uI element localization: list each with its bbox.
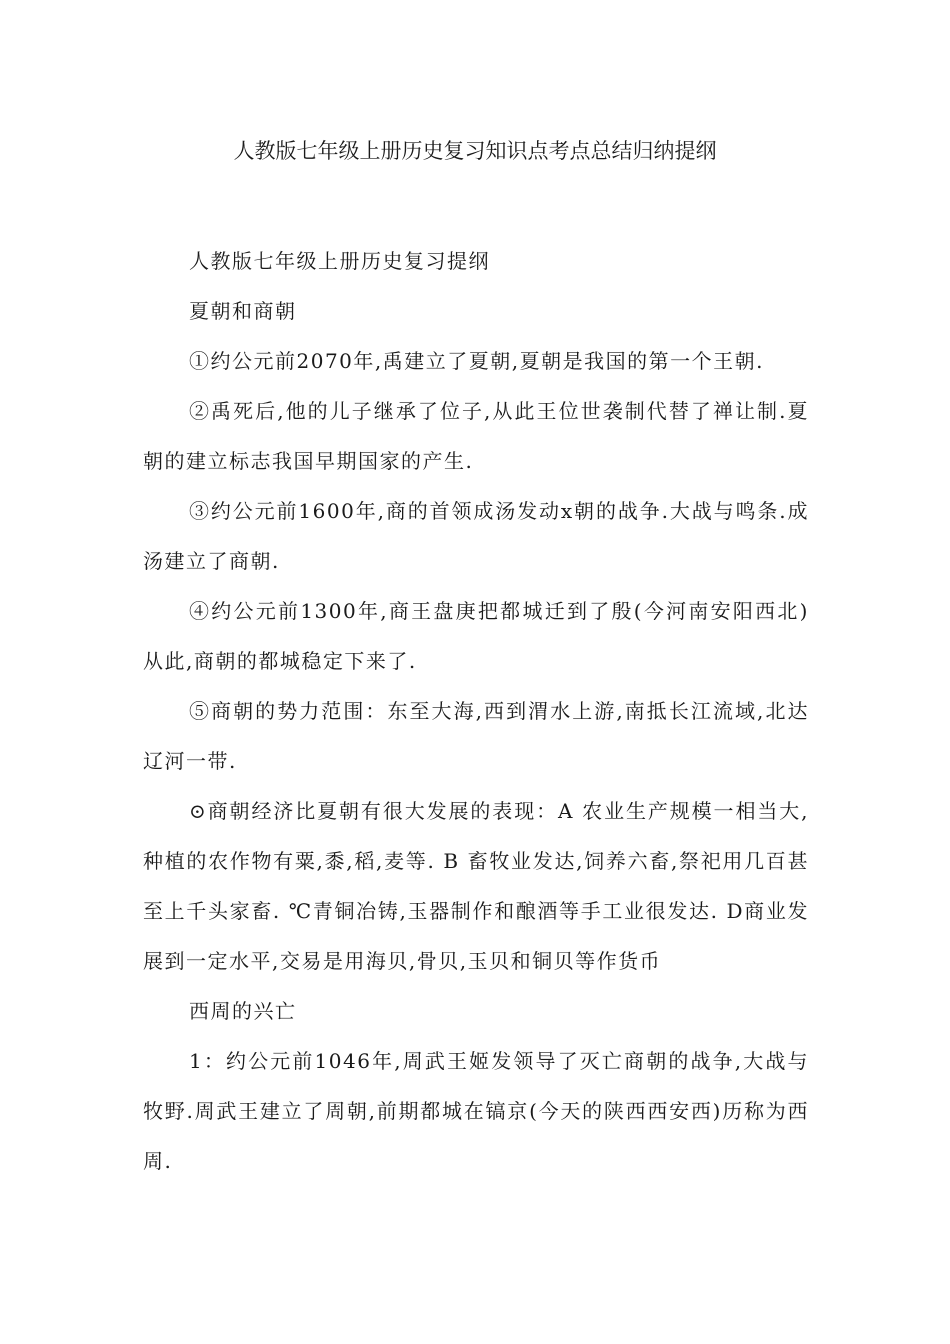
paragraph-zhou-item-1: 1：约公元前1046年,周武王姬发领导了灭亡商朝的战争,大战与牧野.周武王建立了周朝,前期都城在镐京(今天的陕西西安西)历称为西周. [143, 1049, 809, 1173]
document-title: 人教版七年级上册历史复习知识点考点总结归纳提纲 [233, 139, 717, 163]
section-heading-western-zhou: 西周的兴亡 [189, 999, 297, 1023]
subtitle-paragraph: 人教版七年级上册历史复习提纲 [189, 249, 490, 273]
paragraph-item-2: ②禹死后,他的儿子继承了位子,从此王位世袭制代替了禅让制.夏朝的建立标志我国早期国家的产生. [143, 399, 809, 473]
section-heading-xia-shang: 夏朝和商朝 [189, 299, 297, 323]
document-body [143, 236, 809, 1186]
paragraph-item-5: ⑤商朝的势力范围：东至大海,西到渭水上游,南抵长江流域,北达辽河一带. [143, 699, 809, 773]
paragraph-item-3: ③约公元前1600年,商的首领成汤发动x朝的战争.大战与鸣条.成汤建立了商朝. [143, 499, 809, 573]
paragraph-item-4: ④约公元前1300年,商王盘庚把都城迁到了殷(今河南安阳西北)从此,商朝的都城稳定下来了. [143, 599, 809, 673]
paragraph-item-1: ①约公元前2070年,禹建立了夏朝,夏朝是我国的第一个王朝. [189, 349, 764, 373]
paragraph-shang-economy: ⊙商朝经济比夏朝有很大发展的表现：A 农业生产规模一相当大,种植的农作物有粟,黍,稻,麦等. B 畜牧业发达,饲养六畜,祭祀用几百甚至上千头家畜. ℃青铜冶铸,玉器制作和酿酒等手工业很发达. D商业发展到一定水平,交易是用海贝,骨贝,玉贝和铜贝等作货币 [143, 799, 809, 973]
